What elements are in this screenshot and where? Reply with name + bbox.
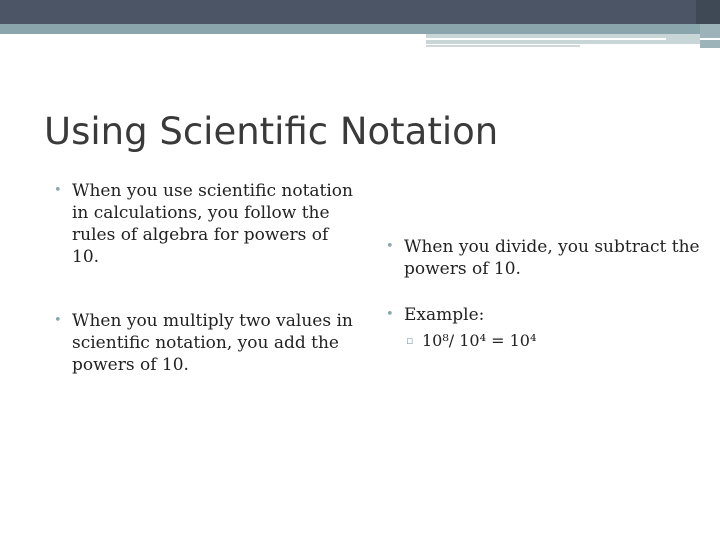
bullet-icon: • — [54, 313, 62, 328]
bullet-text: Example: — [404, 305, 485, 325]
bullet-text: When you divide, you subtract the powers of 10. — [404, 237, 700, 279]
sub-bullet-item — [386, 330, 706, 352]
header-line — [700, 38, 720, 40]
bullet-icon: • — [54, 183, 62, 198]
bullet-text: When you use scientific notation in calculations, you follow the rules of algebra for powers of 10. — [72, 181, 353, 267]
bullet-icon: • — [386, 307, 394, 322]
bullet-item — [386, 236, 706, 280]
bullet-text: When you multiply two values in scientific notation, you add the powers of 10. — [72, 311, 353, 375]
left-column — [54, 180, 354, 376]
sub-bullet-text: 10⁸/ 10⁴ = 10⁴ — [422, 331, 537, 350]
bullet-icon: • — [386, 239, 394, 254]
bullet-item — [54, 310, 354, 376]
header-bar-teal — [0, 24, 720, 34]
header-line — [426, 38, 666, 40]
bullet-item — [54, 180, 354, 268]
bullet-item — [386, 304, 706, 326]
header-bar-teal-accent — [700, 24, 720, 48]
header-line — [426, 45, 580, 47]
square-bullet-icon: ▫ — [406, 334, 414, 347]
header-bar-accent — [696, 0, 720, 24]
header-bar-dark — [0, 0, 720, 24]
right-column — [386, 236, 706, 352]
slide-title: Using Scientific Notation — [44, 110, 499, 153]
